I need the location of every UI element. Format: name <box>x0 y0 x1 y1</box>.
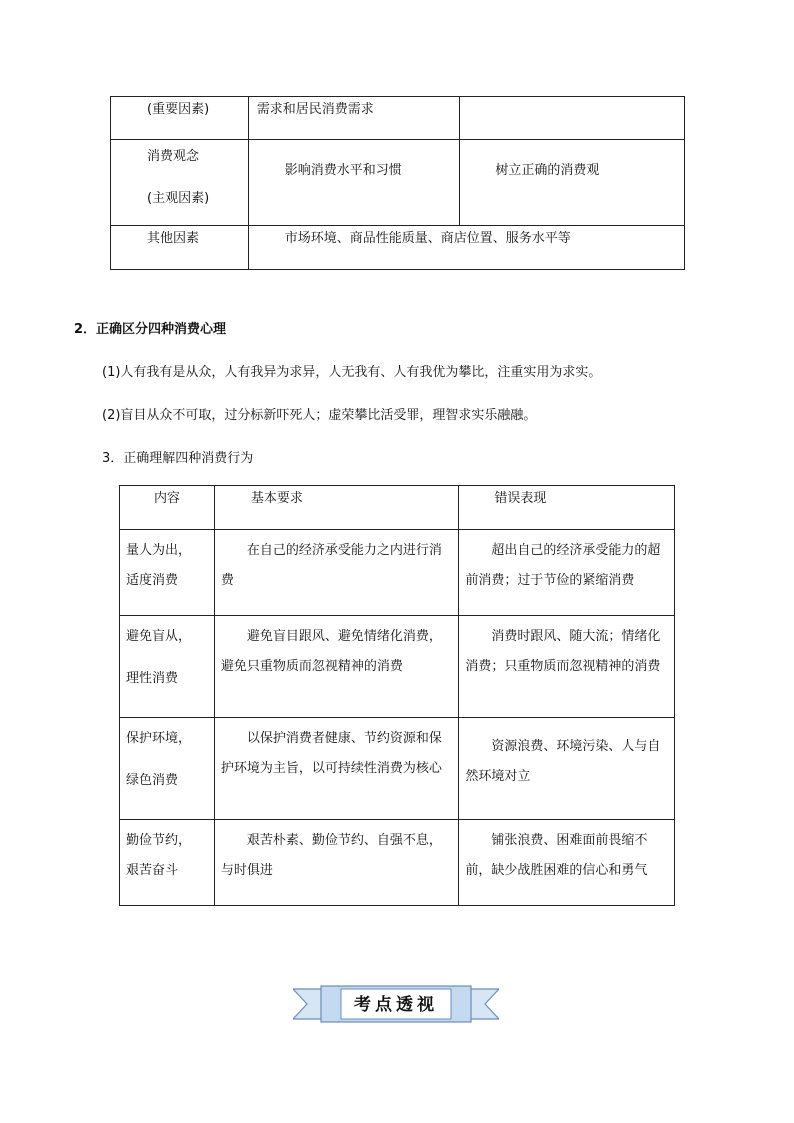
table-cell: 影响消费水平和习惯 <box>248 140 460 226</box>
table-cell: 树立正确的消费观 <box>460 140 685 226</box>
table-cell: 消费时跟风、随大流；情绪化消费；只重物质而忽视精神的消费 <box>459 616 675 718</box>
table-cell: 以保护消费者健康、节约资源和保护环境为主旨，以可持续性消费为核心 <box>214 718 459 820</box>
table-cell: 保护环境， 绿色消费 <box>120 718 215 820</box>
table-cell: 勤俭节约， 艰苦奋斗 <box>120 820 215 906</box>
consumption-factors-table <box>110 96 685 270</box>
table-row <box>120 718 675 820</box>
table-cell: 其他因素 <box>111 226 249 270</box>
table-cell: 铺张浪费、困难面前畏缩不前，缺少战胜困难的信心和勇气 <box>459 820 675 906</box>
table-row <box>120 616 675 718</box>
consumption-behavior-table <box>119 485 675 906</box>
table-row <box>111 140 685 226</box>
table-cell: 量人为出， 适度消费 <box>120 530 215 616</box>
table-cell <box>460 97 685 140</box>
table-header-cell: 错误表现 <box>459 486 675 530</box>
table-row <box>111 226 685 270</box>
table-cell: 需求和居民消费需求 <box>248 97 460 140</box>
section-heading: 3．正确理解四种消费行为 <box>102 451 254 466</box>
table-cell: 避免盲目跟风、避免情绪化消费，避免只重物质而忽视精神的消费 <box>214 616 459 718</box>
table-cell: 避免盲从， 理性消费 <box>120 616 215 718</box>
table-cell: 在自己的经济承受能力之内进行消费 <box>214 530 459 616</box>
table-header-cell: 基本要求 <box>214 486 459 530</box>
table-cell: 市场环境、商品性能质量、商店位置、服务水平等 <box>248 226 684 270</box>
table-cell: 消费观念 (主观因素) <box>111 140 249 226</box>
table-cell: (重要因素) <box>111 97 249 140</box>
table-header-cell: 内容 <box>120 486 215 530</box>
paragraph: (1)人有我有是从众，人有我异为求异，人无我有、人有我优为攀比，注重实用为求实。 <box>102 365 602 380</box>
table-row <box>120 820 675 906</box>
table-header-row <box>120 486 675 530</box>
paragraph: (2)盲目从众不可取，过分标新吓死人；虚荣攀比活受罪，理智求实乐融融。 <box>102 408 537 423</box>
section-heading: 2．正确区分四种消费心理 <box>74 322 227 337</box>
table-cell: 艰苦朴素、勤俭节约、自强不息，与时俱进 <box>214 820 459 906</box>
table-cell: 超出自己的经济承受能力的超前消费；过于节俭的紧缩消费 <box>459 530 675 616</box>
table-cell: 资源浪费、环境污染、人与自然环境对立 <box>459 718 675 820</box>
table-row <box>111 97 685 140</box>
banner-text: 考点透视 <box>354 995 438 1015</box>
section-banner <box>293 984 499 1024</box>
table-row <box>120 530 675 616</box>
